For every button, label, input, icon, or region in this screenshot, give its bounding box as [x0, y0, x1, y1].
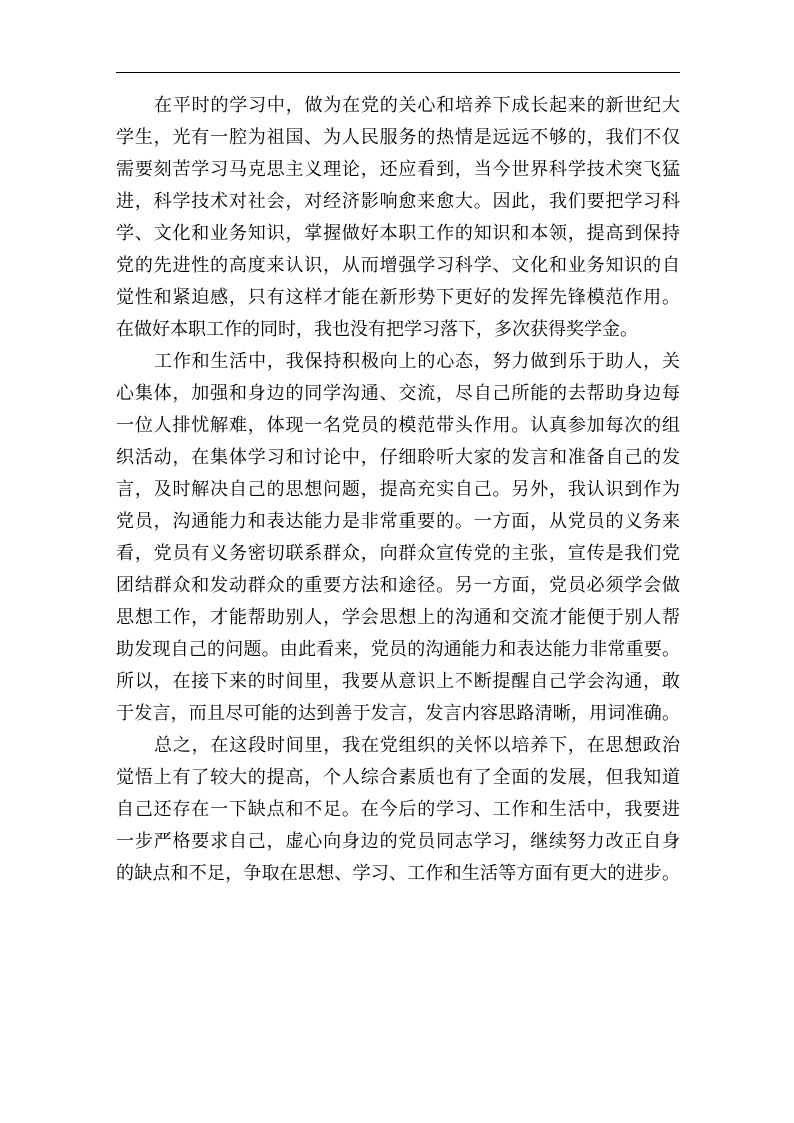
text-line: 助发现自己的问题。由此看来，党员的沟通能力和表达能力非常重要。 [116, 639, 680, 660]
text-line: 言，及时解决自己的思想问题，提高充实自己。另外，我认识到作为 [116, 479, 680, 500]
text-line: 团结群众和发动群众的重要方法和途径。另一方面，党员必须学会做 [116, 575, 680, 596]
text-line: 看，党员有义务密切联系群众，向群众宣传党的主张，宣传是我们党 [116, 543, 680, 564]
text-line: 觉悟上有了较大的提高，个人综合素质也有了全面的发展，但我知道 [116, 767, 680, 788]
text-line: 心集体，加强和身边的同学沟通、交流，尽自己所能的去帮助身边每 [116, 383, 680, 404]
text-line: 于发言，而且尽可能的达到善于发言，发言内容思路清晰，用词准确。 [116, 703, 680, 724]
text-line: 在平时的学习中，做为在党的关心和培养下成长起来的新世纪大 [154, 95, 680, 116]
text-line: 学、文化和业务知识，掌握做好本职工作的知识和本领，提高到保持 [116, 223, 680, 244]
text-line: 织活动，在集体学习和讨论中，仔细聆听大家的发言和准备自己的发 [116, 447, 680, 468]
text-line: 一步严格要求自己，虚心向身边的党员同志学习，继续努力改正自身 [116, 831, 680, 852]
text-line: 觉性和紧迫感，只有这样才能在新形势下更好的发挥先锋模范作用。 [116, 287, 680, 308]
text-line: 需要刻苦学习马克思主义理论，还应看到，当今世界科学技术突飞猛 [116, 159, 680, 180]
header-rule [116, 72, 680, 73]
text-line: 党员，沟通能力和表达能力是非常重要的。一方面，从党员的义务来 [116, 511, 680, 532]
text-line: 进，科学技术对社会，对经济影响愈来愈大。因此，我们要把学习科 [116, 191, 680, 212]
text-line: 的缺点和不足，争取在思想、学习、工作和生活等方面有更大的进步。 [116, 863, 680, 884]
text-line: 工作和生活中，我保持积极向上的心态，努力做到乐于助人，关 [154, 351, 680, 372]
text-line: 党的先进性的高度来认识，从而增强学习科学、文化和业务知识的自 [116, 255, 680, 276]
text-line: 一位人排忧解难，体现一名党员的模范带头作用。认真参加每次的组 [116, 415, 680, 436]
text-line: 所以，在接下来的时间里，我要从意识上不断提醒自己学会沟通，敢 [116, 671, 680, 692]
paragraph [116, 730, 680, 890]
text-line: 学生，光有一腔为祖国、为人民服务的热情是远远不够的，我们不仅 [116, 127, 680, 148]
text-line: 思想工作，才能帮助别人，学会思想上的沟通和交流才能便于别人帮 [116, 607, 680, 628]
document-body [116, 90, 680, 890]
text-line: 在做好本职工作的同时，我也没有把学习落下，多次获得奖学金。 [116, 319, 638, 340]
paragraph [116, 346, 680, 730]
text-line: 自己还存在一下缺点和不足。在今后的学习、工作和生活中，我要进 [116, 799, 680, 820]
paragraph [116, 90, 680, 346]
text-line: 总之，在这段时间里，我在党组织的关怀以培养下，在思想政治 [154, 735, 680, 756]
